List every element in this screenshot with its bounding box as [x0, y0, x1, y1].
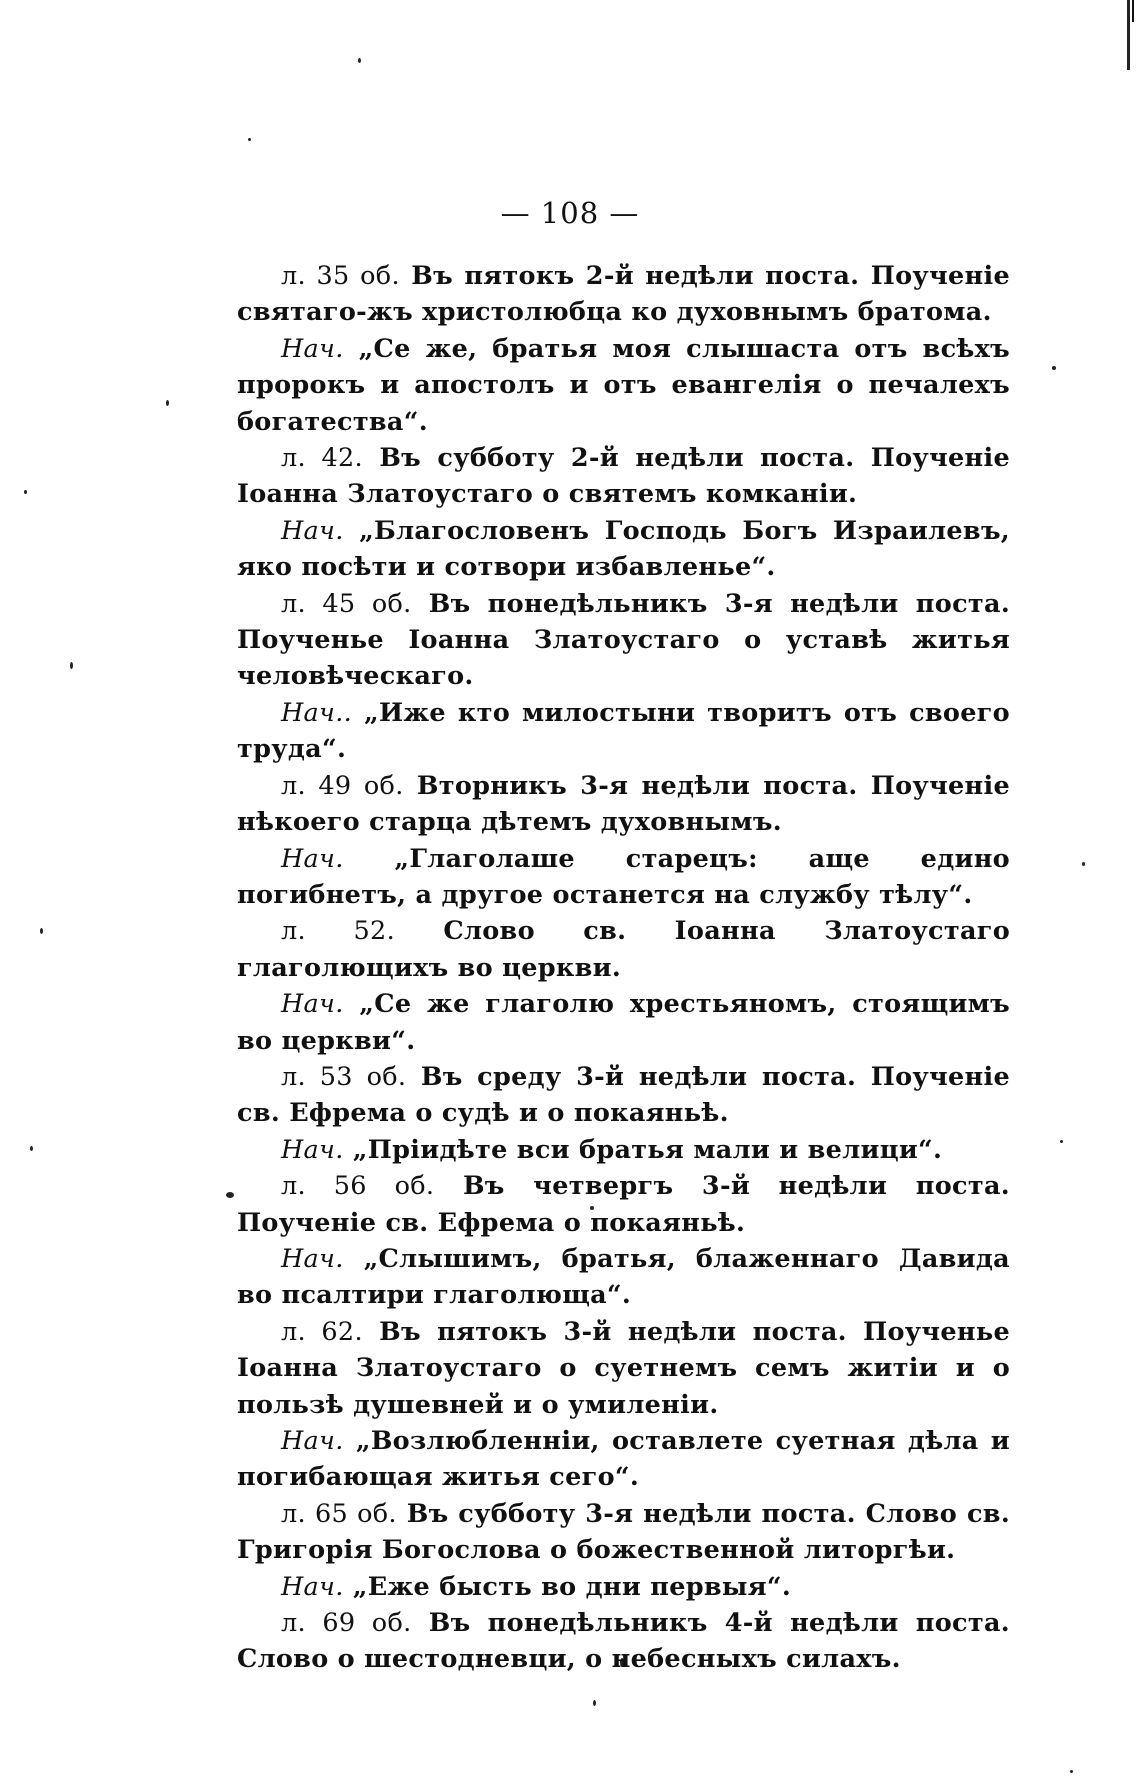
scan-speck	[24, 490, 27, 494]
leaf-reference: л. 56 об.	[281, 1171, 435, 1202]
catalog-entry-leaf	[237, 1496, 1010, 1569]
binding-edge-mark	[1127, 0, 1130, 70]
catalog-entry-incipit	[237, 1569, 1010, 1605]
page-number: — 108 —	[500, 196, 640, 230]
incipit-text: „Се же, братья моя слышаста отъ всѣхъ пророкъ и апостолъ и отъ евангелія о печалехъ богатества“.	[237, 333, 1010, 437]
scan-speck	[40, 928, 43, 934]
entry-text: Въ среду 3-й недѣли поста. Поученіе св. Ефрема о судѣ и о покаяньѣ.	[237, 1061, 1010, 1129]
leaf-reference: л. 69 об.	[281, 1608, 412, 1639]
incipit-text: „Пріидѣте вси братья мали и велици“.	[352, 1134, 943, 1165]
leaf-reference: л. 62.	[281, 1316, 363, 1347]
incipit-label: Нач.	[281, 333, 344, 364]
entry-text: Въ пятокъ 3-й недѣли поста. Поученье Іоанна Златоустаго о суетнемъ семъ житіи и о пользѣ душевней и о умиленіи.	[237, 1316, 1010, 1420]
incipit-text: „Се же глаголю хрестьяномъ, стоящимъ во церкви“.	[237, 989, 1010, 1056]
scan-speck	[1070, 1770, 1073, 1773]
scan-speck	[593, 1700, 596, 1706]
incipit-text: „Глаголаше старецъ: аще едино погибнетъ, а другое останется на службу тѣлу“.	[237, 843, 1010, 910]
scan-speck	[70, 662, 73, 669]
scan-speck	[30, 1146, 33, 1151]
leaf-reference: л. 65 об.	[281, 1498, 397, 1529]
leaf-reference: л. 49 об.	[281, 770, 404, 801]
leaf-reference: л. 42.	[281, 443, 363, 474]
catalog-entry-leaf	[237, 440, 1010, 513]
catalog-entry-incipit	[237, 513, 1010, 586]
entry-text: Вторникъ 3-я недѣли поста. Поученіе нѣкоего старца дѣтемъ духовнымъ.	[237, 770, 1011, 838]
incipit-text: „Иже кто милостыни творитъ отъ своего труда“.	[237, 697, 1010, 765]
scan-speck	[1060, 1140, 1063, 1143]
incipit-label: Нач.	[281, 515, 344, 546]
entry-text: Слово св. Іоанна Златоустаго глаголющихъ во церкви.	[237, 916, 1010, 983]
catalog-entry-incipit	[237, 1423, 1010, 1496]
incipit-label: Нач.	[281, 1134, 344, 1165]
scan-speck	[166, 400, 169, 406]
catalog-entry-incipit	[237, 695, 1010, 768]
leaf-reference: л. 53 об.	[281, 1061, 407, 1092]
entry-text: Въ понедѣльникъ 3-я недѣли поста. Поученье Іоанна Златоустаго о уставѣ житья человѣческаго.	[237, 588, 1011, 692]
catalog-entry-leaf	[237, 913, 1010, 986]
binding-edge-mark-thin	[1132, 0, 1134, 22]
scan-speck	[226, 1192, 234, 1198]
incipit-text: „Благословенъ Господь Богъ Израилевъ, яко посѣти и сотвори избавленье“.	[237, 515, 1010, 583]
incipit-label: Нач..	[281, 697, 353, 728]
catalog-entry-leaf	[237, 1168, 1010, 1241]
catalog-entry-incipit	[237, 986, 1010, 1059]
scan-speck	[1082, 862, 1085, 866]
scan-speck	[248, 138, 251, 141]
entry-text: Въ пятокъ 2-й недѣли поста. Поученіе святаго-жъ христолюбца ко духовнымъ братома.	[237, 261, 1010, 328]
incipit-label: Нач.	[281, 1426, 344, 1456]
catalog-entry-leaf	[237, 1059, 1010, 1132]
catalog-entry-leaf	[237, 258, 1010, 331]
catalog-entry-incipit	[237, 841, 1010, 914]
incipit-label: Нач.	[281, 1571, 344, 1602]
catalog-entry-leaf	[237, 586, 1010, 695]
incipit-text: „Возлюбленніи, оставлете суетная дѣла и погибающая житья сего“.	[237, 1426, 1010, 1493]
catalog-entry-leaf	[237, 1605, 1010, 1678]
entry-text: Въ четвергъ 3-й недѣли поста. Поученіе св. Ефрема о покаяньѣ.	[237, 1171, 1010, 1238]
scan-speck	[1052, 366, 1056, 370]
catalog-text	[237, 258, 1010, 1678]
entry-text: Въ понедѣльникъ 4-й недѣли поста. Слово о шестодневци, о небесныхъ силахъ.	[237, 1608, 1010, 1675]
catalog-entry-incipit	[237, 1132, 1010, 1168]
leaf-reference: л. 52.	[281, 916, 395, 947]
scan-speck	[358, 58, 361, 63]
entry-text: Въ субботу 2-й недѣли поста. Поученіе Іоанна Златоустаго о святемъ комканіи.	[237, 443, 1011, 510]
incipit-text: „Слышимъ, братья, блаженнаго Давида во псалтири глаголюща“.	[237, 1243, 1010, 1311]
entry-text: Въ субботу 3-я недѣли поста. Слово св. Григорія Богослова о божественной литоргѣи.	[237, 1498, 1010, 1566]
catalog-entry-incipit	[237, 1241, 1010, 1314]
catalog-entry-leaf	[237, 768, 1010, 841]
catalog-entry-incipit	[237, 331, 1010, 440]
incipit-label: Нач.	[281, 1243, 344, 1274]
catalog-entry-leaf	[237, 1314, 1010, 1423]
incipit-label: Нач.	[281, 989, 344, 1020]
incipit-text: „Еже бысть во дни первыя“.	[352, 1571, 792, 1602]
incipit-label: Нач.	[281, 843, 344, 874]
leaf-reference: л. 45 об.	[281, 588, 412, 619]
leaf-reference: л. 35 об.	[281, 261, 400, 291]
